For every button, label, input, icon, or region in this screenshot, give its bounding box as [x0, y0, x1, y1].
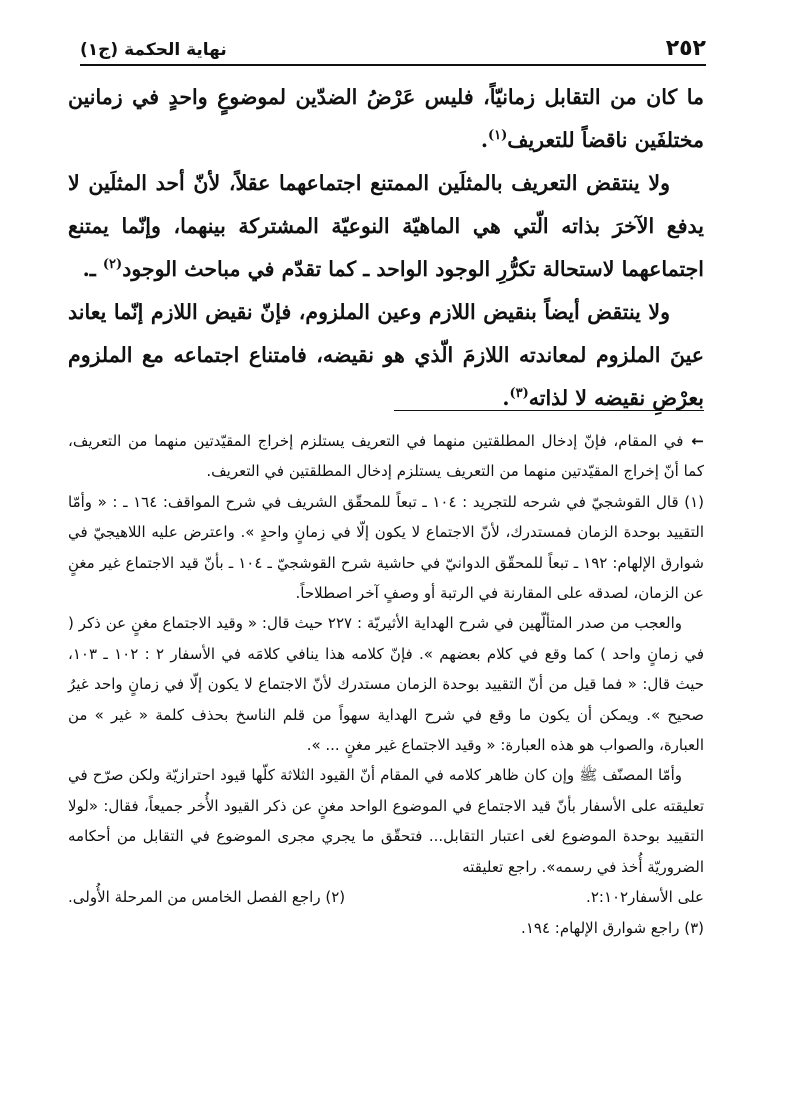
footnote-3: (٣) راجع شوارق الإلهام: ١٩٤. — [521, 918, 704, 937]
footnote-ref-3: (٣) — [509, 386, 529, 402]
footnote-1-part-a: (١) قال القوشجيّ في شرحه للتجريد : ١٠٤ ـ تبعاً للمحقّق الشريف في شرح المواقف: ١٦٤ ـ : « وأمّا التقييد بوحدة الزمان فمستدرك، لأنّ الاجتماع لا يكون إلّا في زمانٍ واحدٍ ». واعترض عليه اللاهيجيّ في شوارق الإلهام: ١٩٢ ـ تبعاً للمحقّق الدوانيّ في حاشية شرح القوشجيّ ـ ١٠٤ ـ بأنّ قيد الاجتماع غير مغنٍ عن الزمان، لصدقه على المقارنة في الرتبة أو وصفٍ آخر اصطلاحاً. — [68, 492, 704, 603]
running-header — [80, 30, 706, 66]
paragraph-3 — [68, 291, 704, 420]
footnote-1-part-b: والعجب من صدر المتألّهين في شرح الهداية الأثيريّة : ٢٢٧ حيث قال: « وقيد الاجتماع مغنٍ عن ذكر ( في زمانٍ واحد ) كما وقع في كلام بعضهم ». فإنّ كلامه هذا ينافي كلامَه في الأسفار ٢ : ١٠٢ ـ ١٠٣، حيث قال: « فما قيل من أنّ التقييد بوحدة الزمان مستدرك لأنّ الاجتماع لا يكون إلّا في زمانٍ واحد غيرُ صحيح ». ويمكن أن يكون ما وقع في شرح الهداية سهواً من قلم الناسخ بحذف كلمة « غير » من العبارة، والصواب هو هذه العبارة: « وقيد الاجتماع غير مغنٍ ... ». — [68, 614, 705, 755]
footnote-divider — [394, 410, 704, 411]
continuation-arrow-icon: ← — [691, 432, 704, 450]
footnote-line-pair — [68, 882, 704, 912]
paragraph-3-end: . — [502, 386, 510, 410]
main-text — [68, 76, 704, 420]
footnote-ref-2: (٢) — [102, 257, 123, 273]
paragraph-1-text: ما كان من التقابل زمانيّاً، فليس عَرْضُ الضدّين لموضوعٍ واحدٍ في زمانين مختلفَين ناقضاً للتعريف — [68, 85, 704, 152]
paragraph-1 — [68, 76, 704, 162]
footnote-1-end: على الأسفار٢:١٠٢. — [586, 888, 704, 907]
paragraph-2-text: ولا ينتقض التعريف بالمثلَين الممتنع اجتماعهما عقلاً، لأنّ أحد المثلَين لا يدفع الآخرَ بذاته الّتي هي الماهيّة النوعيّة المشتركة بينهما، وإنّما يمتنع اجتماعهما لاستحالة تكرُّرِ الوجود الواحد ـ كما تقدّم في مباحث الوجود — [68, 171, 704, 281]
book-title: نهاية الحكمة (ج١) — [80, 40, 227, 60]
page-number: ٢٥٢ — [665, 36, 706, 61]
footnotes — [68, 426, 704, 943]
footnote-continuation-text: في المقام، فإنّ إدخال المطلقتين منهما في التعريف يستلزم إخراج المقيّدتين منهما من التعريف، كما أنّ إخراج المقيّدتين منهما من التعريف يستلزم إدخال المطلقتين في التعريف. — [68, 432, 704, 481]
footnote-continuation — [68, 426, 704, 487]
footnote-1-part-c: وأمّا المصنّف ﷺ وإن كان ظاهر كلامه في المقام أنّ القيود الثلاثة كلّها قيود احترازيّة ولكن صرّح في تعليقته على الأسفار بأنّ قيد الاجتماع في الموضوع الواحد مغنٍ عن ذكر القيود الأُخر جميعاً، فقال: «لولا التقييد بوحدة الموضوع لغى اعتبار التقابل... فتحقّق ما يجري مجرى الموضوع في التقابل من أحكامه الضروريّة أُخذ في رسمه». راجع تعليقته — [68, 766, 704, 876]
paragraph-2-end: ـ. — [82, 257, 103, 281]
paragraph-1-end: . — [480, 128, 488, 152]
paragraph-3-text: ولا ينتقض أيضاً بنقيض اللازم وعين الملزوم، فإنّ نقيض اللازم إنّما يعاند عينَ الملزوم لمعاندته اللازمَ الّذي هو نقيضه، فامتناع اجتماعه مع الملزوم بعرْضِ نقيضه لا لذاته — [68, 300, 704, 410]
footnote-ref-1: (١) — [487, 128, 508, 144]
paragraph-2 — [68, 162, 704, 291]
footnote-2: (٢) راجع الفصل الخامس من المرحلة الأُولى. — [68, 888, 346, 907]
